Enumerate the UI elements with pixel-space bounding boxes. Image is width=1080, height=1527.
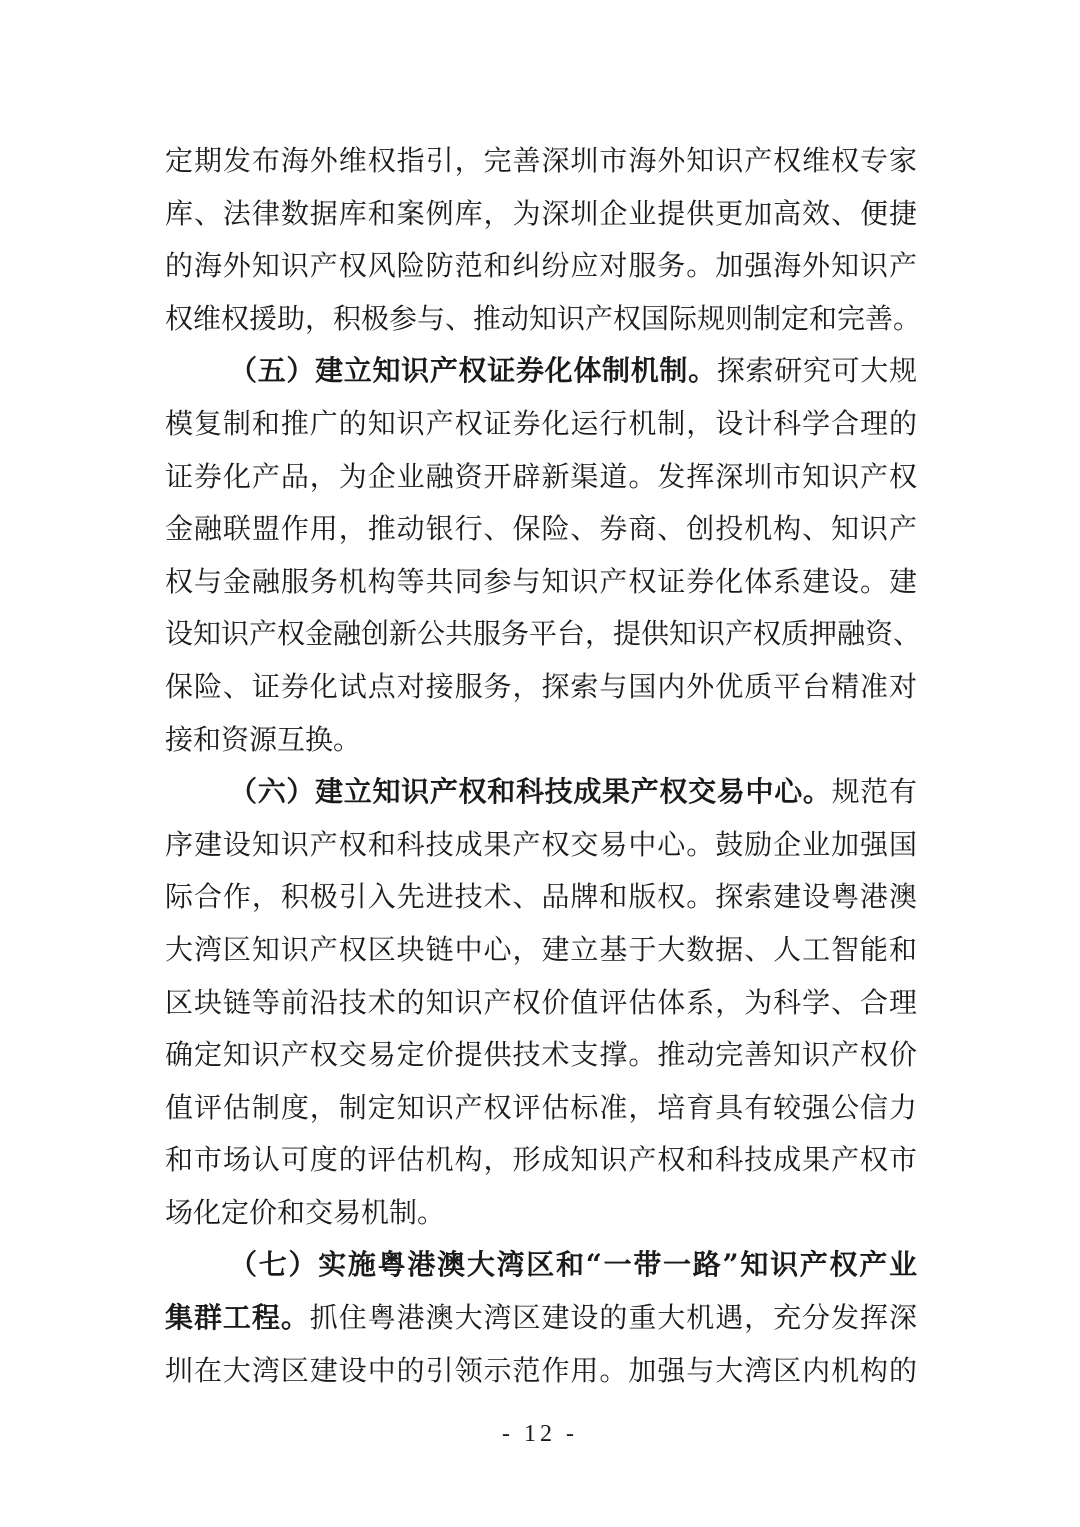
section-heading: （五）建立知识产权证券化体制机制。 <box>229 354 717 388</box>
text-line <box>165 977 917 1030</box>
line-text: 模复制和推广的知识产权证券化运行机制，设计科学合理的 <box>165 406 917 440</box>
line-text: 定期发布海外维权指引，完善深圳市海外知识产权维权专家 <box>165 144 917 177</box>
line-text: 权维权援助，积极参与、推动知识产权国际规则制定和完善。 <box>165 301 922 335</box>
text-line <box>165 398 917 451</box>
text-line <box>165 345 917 398</box>
text-line <box>165 188 917 241</box>
line-text: 规范有 <box>831 775 917 809</box>
line-text: 金融联盟作用，推动银行、保险、券商、创投机构、知识产 <box>165 512 917 546</box>
text-line <box>165 714 917 767</box>
line-text: 和市场认可度的评估机构，形成知识产权和科技成果产权市 <box>165 1143 917 1177</box>
line-text: 证券化产品，为企业融资开辟新渠道。发挥深圳市知识产权 <box>165 459 917 493</box>
section-heading: 集群工程。 <box>165 1301 310 1335</box>
line-text: 圳在大湾区建设中的引领示范作用。加强与大湾区内机构的 <box>165 1353 917 1387</box>
text-line <box>165 556 917 609</box>
text-line <box>165 1239 917 1292</box>
line-text: 际合作，积极引入先进技术、品牌和版权。探索建设粤港澳 <box>165 880 917 914</box>
text-line <box>165 924 917 977</box>
line-text: 探索研究可大规 <box>716 354 917 388</box>
line-text: 确定知识产权交易定价提供技术支撑。推动完善知识产权价 <box>165 1038 917 1072</box>
text-line <box>165 871 917 924</box>
line-text: 区块链等前沿技术的知识产权价值评估体系，为科学、合理 <box>165 985 917 1019</box>
line-text: 接和资源互换。 <box>165 722 362 756</box>
text-line <box>165 503 917 556</box>
line-text: 权与金融服务机构等共同参与知识产权证券化体系建设。建 <box>165 564 917 598</box>
line-text: 大湾区知识产权区块链中心，建立基于大数据、人工智能和 <box>165 932 917 966</box>
text-line <box>165 1082 917 1135</box>
text-line <box>165 819 917 872</box>
line-text: 序建设知识产权和科技成果产权交易中心。鼓励企业加强国 <box>165 827 917 861</box>
section-heading: （七）实施粤港澳大湾区和“一带一路”知识产权产业 <box>229 1248 917 1282</box>
line-text: 抓住粤港澳大湾区建设的重大机遇，充分发挥深 <box>309 1301 917 1335</box>
text-line <box>165 1292 917 1345</box>
line-text: 的海外知识产权风险防范和纠纷应对服务。加强海外知识产 <box>165 249 917 283</box>
text-line <box>165 1029 917 1082</box>
line-text: 保险、证券化试点对接服务，探索与国内外优质平台精准对 <box>165 669 917 703</box>
text-line <box>165 1134 917 1187</box>
text-line <box>165 1345 917 1398</box>
text-line <box>165 766 917 819</box>
text-line <box>165 240 917 293</box>
section-heading: （六）建立知识产权和科技成果产权交易中心。 <box>229 775 832 809</box>
text-line <box>165 1187 917 1240</box>
text-line <box>165 293 922 346</box>
text-line <box>165 608 922 661</box>
line-text: 值评估制度，制定知识产权评估标准，培育具有较强公信力 <box>165 1090 917 1124</box>
text-line <box>165 661 917 714</box>
line-text: 库、法律数据库和案例库，为深圳企业提供更加高效、便捷 <box>165 196 917 230</box>
line-text: 设知识产权金融创新公共服务平台，提供知识产权质押融资、 <box>165 617 922 651</box>
text-line <box>165 451 917 504</box>
text-line <box>165 135 917 188</box>
body-text <box>165 135 922 1397</box>
page-number: - 12 - <box>502 1421 578 1447</box>
line-text: 场化定价和交易机制。 <box>165 1195 446 1229</box>
